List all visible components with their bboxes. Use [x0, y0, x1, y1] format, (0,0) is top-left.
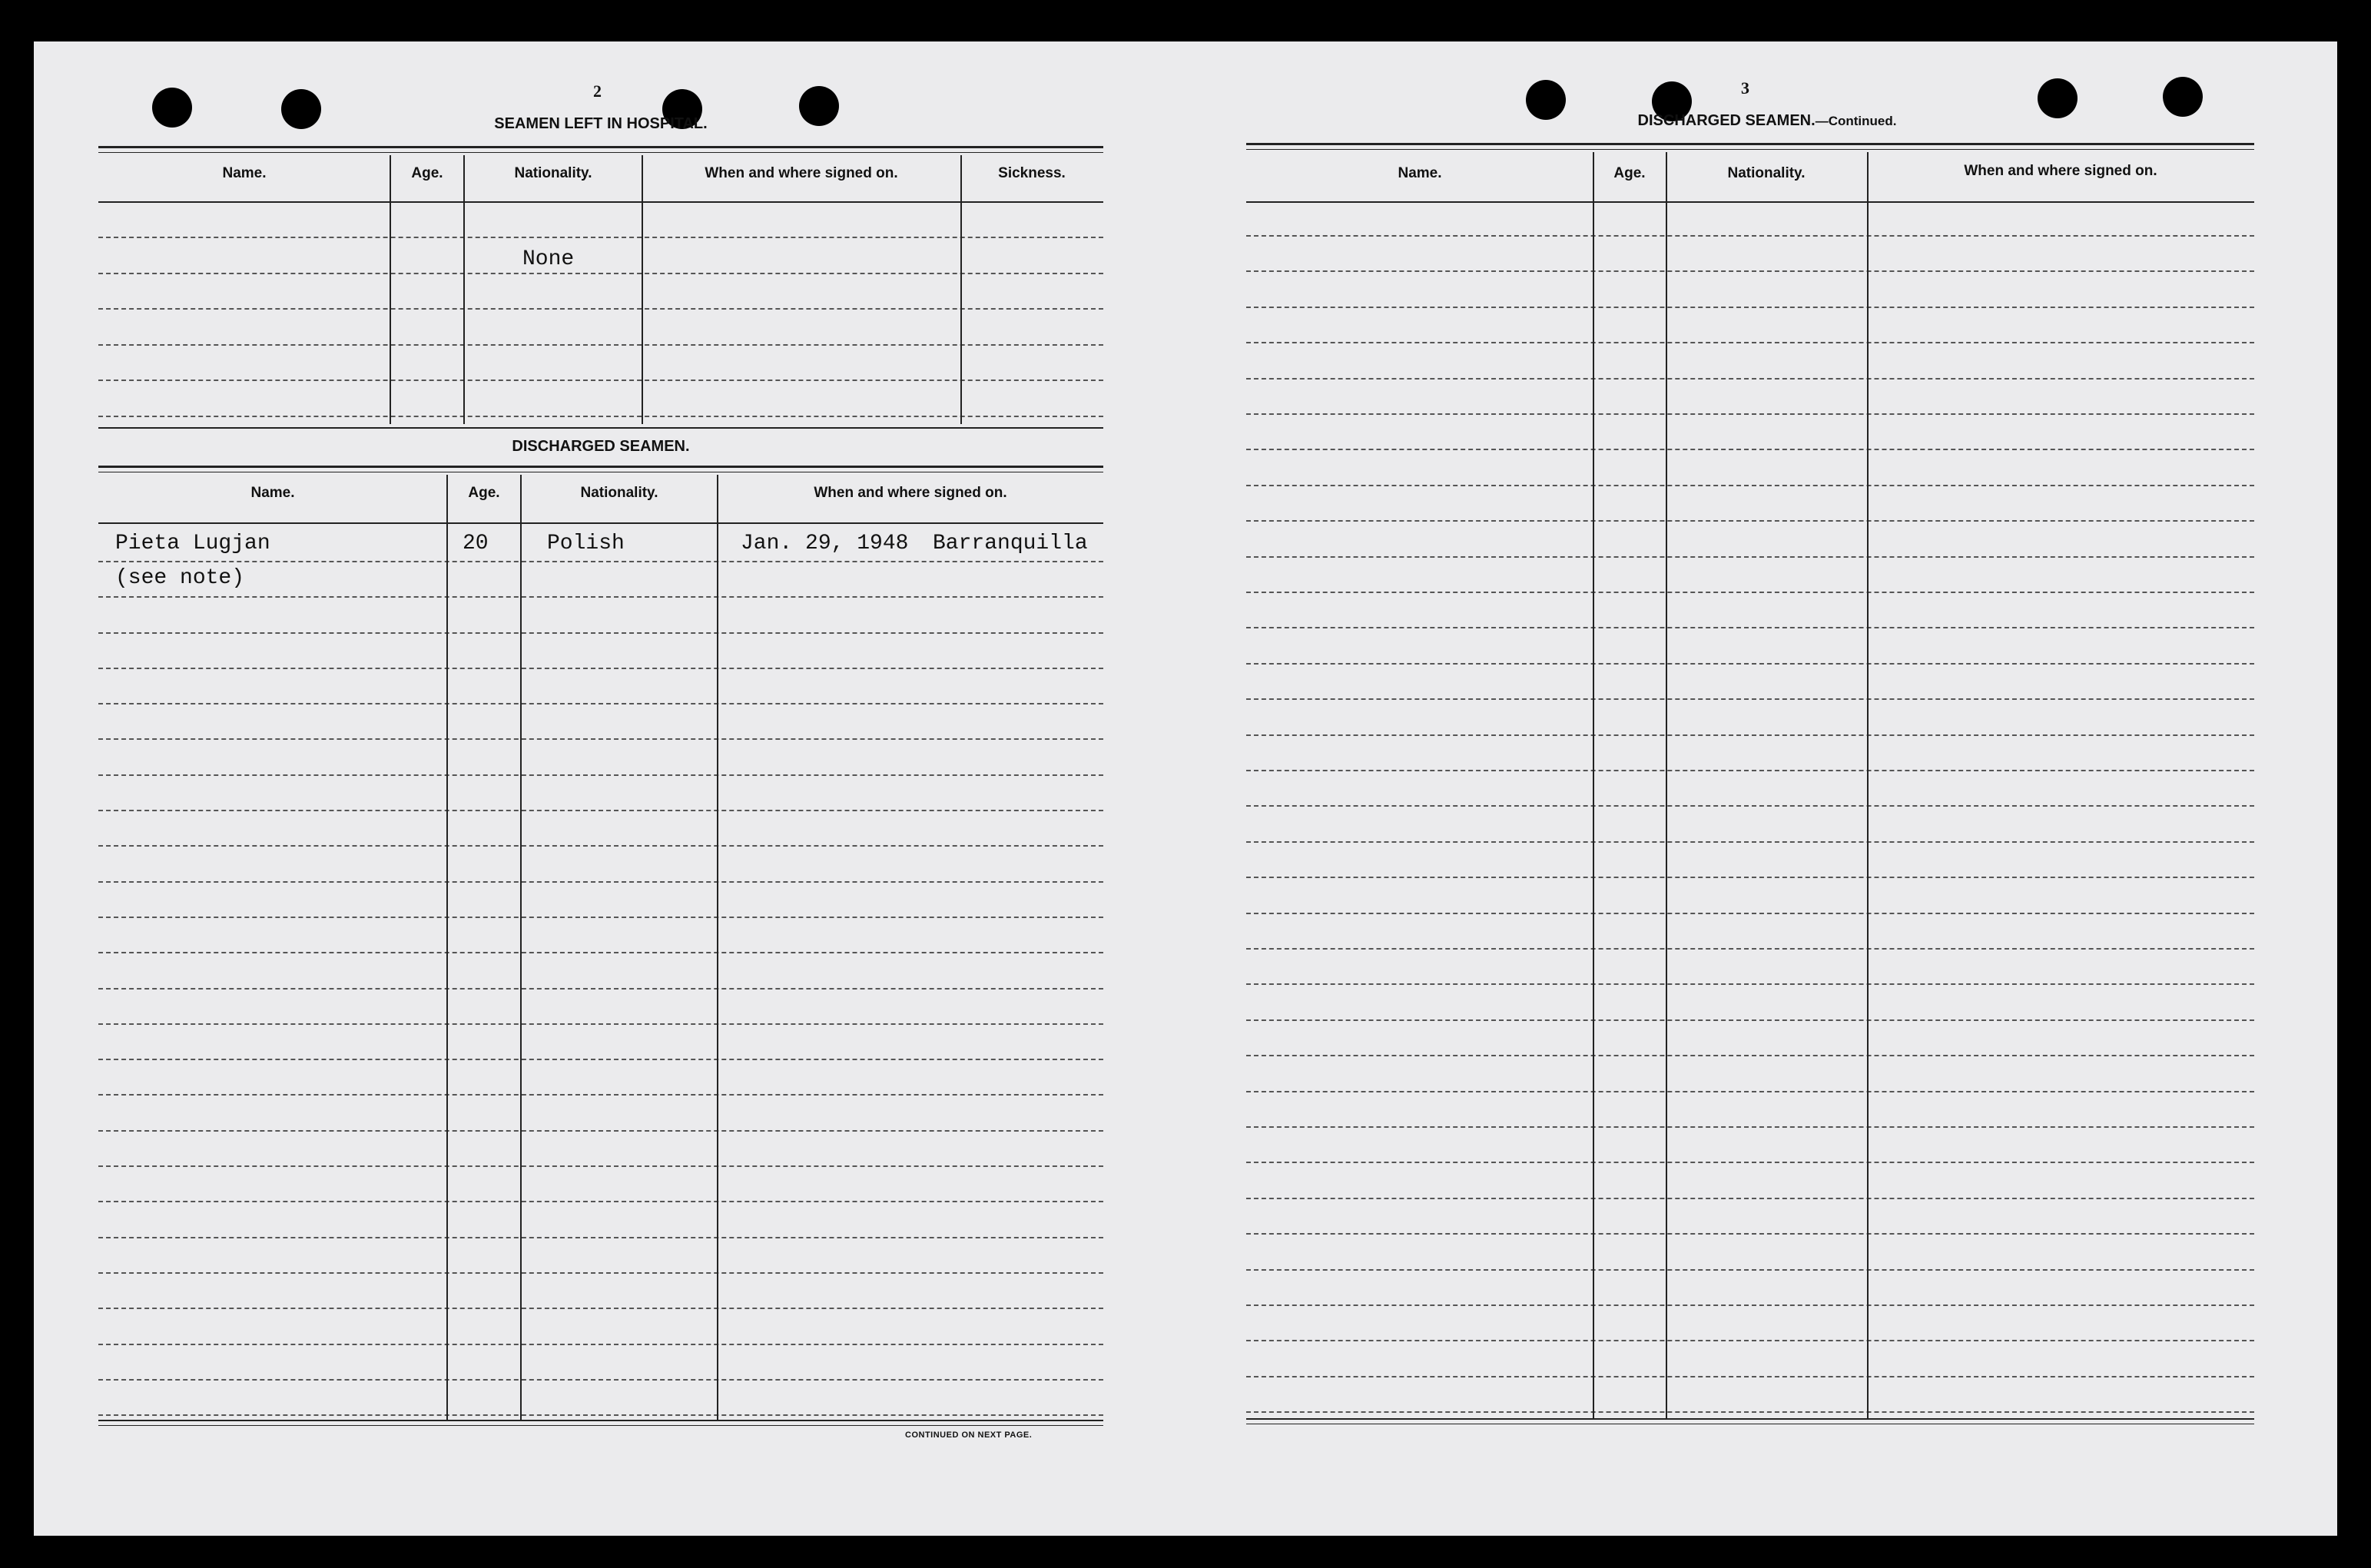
dotted-rule: [98, 1094, 1103, 1096]
punch-hole: [2163, 77, 2203, 117]
column-divider: [1867, 152, 1869, 1418]
dotted-rule: [1246, 592, 2254, 593]
dotted-rule: [98, 1237, 1103, 1238]
table-rule: [1246, 143, 2254, 145]
dotted-rule: [1246, 1091, 2254, 1092]
dotted-rule: [1246, 734, 2254, 736]
table-rule: [1246, 1418, 2254, 1420]
punch-hole: [2038, 78, 2078, 118]
dotted-rule: [98, 1023, 1103, 1025]
dotted-rule: [98, 988, 1103, 990]
dotted-rule: [98, 1379, 1103, 1381]
hospital-section-title: SEAMEN LEFT IN HOSPITAL.: [494, 115, 708, 132]
dotted-rule: [98, 774, 1103, 776]
dotted-rule: [1246, 1233, 2254, 1235]
dotted-rule: [98, 308, 1103, 310]
seaman-signed-date: Jan. 29, 1948: [741, 532, 909, 555]
dotted-rule: [1246, 698, 2254, 700]
dotted-rule: [1246, 1126, 2254, 1128]
dotted-rule: [1246, 948, 2254, 950]
table-rule: [98, 522, 1103, 524]
dotted-rule: [1246, 307, 2254, 308]
dotted-rule: [1246, 378, 2254, 380]
continued-footer: CONTINUED ON NEXT PAGE.: [905, 1430, 1033, 1440]
column-divider: [960, 155, 962, 424]
dotted-rule: [1246, 556, 2254, 558]
column-divider: [642, 155, 643, 424]
dotted-rule: [1246, 1162, 2254, 1163]
dotted-rule: [98, 1414, 1103, 1416]
dotted-rule: [98, 416, 1103, 417]
dotted-rule: [1246, 841, 2254, 843]
table-rule: [98, 146, 1103, 148]
dotted-rule: [1246, 1304, 2254, 1306]
table-rule: [98, 201, 1103, 203]
seaman-note: (see note): [115, 566, 245, 590]
table-rule: [98, 152, 1103, 153]
dotted-rule: [98, 1272, 1103, 1274]
dotted-rule: [1246, 413, 2254, 415]
dotted-rule: [98, 1059, 1103, 1060]
seaman-nationality: Polish: [547, 532, 625, 555]
dotted-rule: [1246, 485, 2254, 486]
dotted-rule: [98, 952, 1103, 953]
right-page-title: [1537, 112, 1998, 130]
dotted-rule: [98, 917, 1103, 918]
hospital-entry-none: None: [522, 247, 575, 271]
dotted-rule: [98, 237, 1103, 238]
column-header-age: Age.: [1613, 165, 1646, 181]
document-spread: [34, 41, 2337, 1536]
dotted-rule: [1246, 449, 2254, 450]
table-rule: [1246, 149, 2254, 150]
dotted-rule: [1246, 770, 2254, 771]
column-header-signed-on: When and where signed on.: [1964, 163, 2157, 179]
dotted-rule: [1246, 805, 2254, 807]
column-header-name: Name.: [222, 165, 267, 181]
dotted-rule: [98, 845, 1103, 847]
seaman-age: 20: [463, 532, 489, 555]
dotted-rule: [1246, 1198, 2254, 1199]
dotted-rule: [98, 561, 1103, 562]
column-divider: [1666, 152, 1667, 1418]
discharged-section-title: DISCHARGED SEAMEN.: [512, 438, 690, 455]
column-header-nationality: Nationality.: [580, 485, 658, 501]
dotted-rule: [1246, 1269, 2254, 1271]
table-rule: [98, 427, 1103, 429]
column-divider: [390, 155, 391, 424]
dotted-rule: [98, 1308, 1103, 1309]
dotted-rule: [1246, 1340, 2254, 1341]
dotted-rule: [98, 1344, 1103, 1345]
column-divider: [463, 155, 465, 424]
column-divider: [1593, 152, 1594, 1418]
punch-hole: [152, 88, 192, 128]
dotted-rule: [1246, 627, 2254, 628]
dotted-rule: [1246, 235, 2254, 237]
dotted-rule: [98, 596, 1103, 598]
table-rule: [98, 1425, 1103, 1426]
column-header-name: Name.: [1398, 165, 1442, 181]
column-header-name: Name.: [250, 485, 295, 501]
seaman-name: Pieta Lugjan: [115, 532, 270, 555]
dotted-rule: [98, 632, 1103, 634]
column-divider: [520, 475, 522, 1420]
dotted-rule: [98, 344, 1103, 346]
dotted-rule: [1246, 877, 2254, 878]
column-header-age: Age.: [468, 485, 500, 501]
column-header-sickness: Sickness.: [998, 165, 1066, 181]
dotted-rule: [1246, 270, 2254, 272]
dotted-rule: [98, 703, 1103, 704]
dotted-rule: [1246, 1411, 2254, 1413]
dotted-rule: [98, 668, 1103, 669]
dotted-rule: [98, 1165, 1103, 1167]
page-number-left: 2: [593, 81, 602, 101]
dotted-rule: [1246, 520, 2254, 522]
dotted-rule: [98, 1201, 1103, 1202]
dotted-rule: [98, 1130, 1103, 1132]
column-divider: [446, 475, 448, 1420]
dotted-rule: [1246, 1019, 2254, 1021]
column-divider: [717, 475, 718, 1420]
title-text: DISCHARGED SEAMEN.: [1637, 112, 1816, 129]
page-number-right: 3: [1741, 78, 1749, 98]
dotted-rule: [98, 738, 1103, 740]
table-rule: [98, 466, 1103, 468]
dotted-rule: [1246, 342, 2254, 343]
dotted-rule: [1246, 1376, 2254, 1377]
column-header-nationality: Nationality.: [514, 165, 592, 181]
dotted-rule: [1246, 663, 2254, 665]
dotted-rule: [1246, 983, 2254, 985]
dotted-rule: [98, 273, 1103, 274]
dotted-rule: [1246, 913, 2254, 914]
table-rule: [98, 1420, 1103, 1421]
table-rule: [1246, 201, 2254, 203]
punch-hole: [281, 89, 321, 129]
seaman-signed-place: Barranquilla: [933, 532, 1088, 555]
dotted-rule: [98, 810, 1103, 811]
dotted-rule: [1246, 1055, 2254, 1056]
column-header-signed-on: When and where signed on.: [705, 165, 898, 181]
column-header-age: Age.: [411, 165, 443, 181]
column-header-nationality: Nationality.: [1727, 165, 1806, 181]
column-header-signed-on: When and where signed on.: [814, 485, 1007, 501]
dotted-rule: [98, 881, 1103, 883]
title-continued: —Continued.: [1815, 114, 1897, 128]
punch-hole: [799, 86, 839, 126]
dotted-rule: [98, 380, 1103, 381]
